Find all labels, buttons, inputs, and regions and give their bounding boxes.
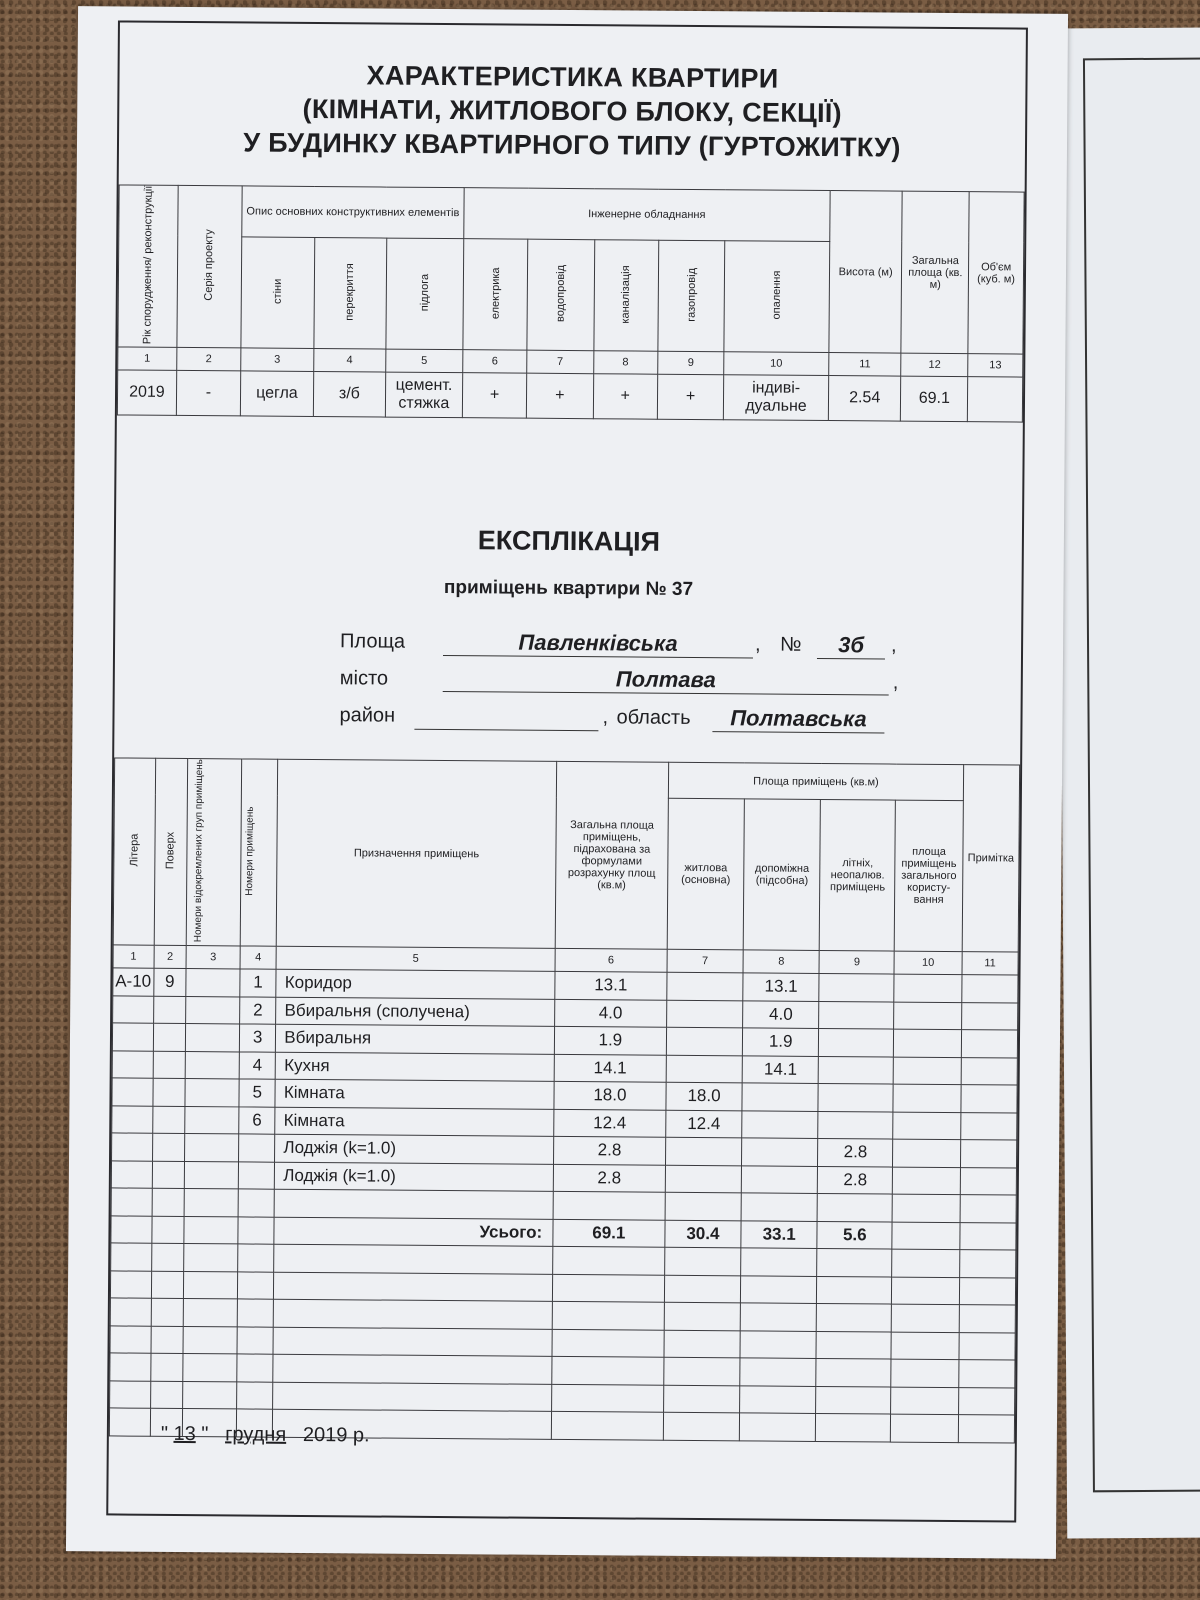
empty-cell (273, 1327, 552, 1357)
empty-cell (960, 1250, 1016, 1278)
cell-summer (818, 1111, 893, 1139)
col-electric-header: електрика (463, 239, 528, 351)
cell-note (961, 1030, 1017, 1058)
empty-cell (740, 1275, 817, 1303)
empty-cell (664, 1385, 740, 1413)
col-number: 6 (463, 350, 528, 374)
cell-common (894, 974, 962, 1002)
cell-aux: 14.1 (742, 1055, 819, 1083)
col-number: 1 (113, 945, 154, 968)
col-letter-header: Літера (113, 758, 155, 945)
cell-total: 2.8 (553, 1136, 665, 1164)
cell-floor (152, 1161, 185, 1189)
cell-total (553, 1191, 665, 1219)
col-year-header: Рік спорудження/ реконструкції (118, 185, 178, 348)
empty-cell (184, 1216, 238, 1244)
col-number: 13 (968, 354, 1023, 377)
cell-summer: 2.8 (818, 1166, 893, 1194)
col-number: 7 (667, 949, 743, 973)
empty-cell (959, 1305, 1015, 1333)
cell-note (961, 1085, 1017, 1113)
empty-cell (552, 1329, 664, 1357)
empty-cell (110, 1271, 151, 1299)
cell-group (185, 1079, 239, 1107)
col-number: 12 (901, 354, 968, 378)
cell-common (893, 1084, 961, 1112)
cell-floor: 9 (153, 968, 186, 996)
empty-cell (151, 1216, 184, 1244)
height-value: 2.54 (828, 376, 901, 422)
cell-num: 6 (239, 1107, 276, 1135)
col-number: 8 (743, 950, 820, 974)
title-line-2: (КІМНАТИ, ЖИТЛОВОГО БЛОКУ, СЕКЦІЇ) (302, 93, 843, 129)
heating-value: індиві- дуальне (724, 375, 829, 421)
comma: , (892, 671, 899, 694)
col-number: 4 (240, 946, 277, 969)
cell-letter: А-10 (113, 968, 154, 996)
empty-cell (274, 1299, 553, 1329)
cell-name: Лоджія (k=1.0) (275, 1134, 554, 1164)
empty-cell (891, 1414, 959, 1442)
cell-total: 18.0 (554, 1082, 666, 1110)
cell-note (961, 1112, 1017, 1140)
empty-cell (892, 1277, 960, 1305)
cell-group (185, 1161, 239, 1189)
empty-cell (110, 1298, 151, 1326)
cell-total: 4.0 (554, 999, 666, 1027)
slab-value: з/б (313, 372, 386, 418)
series-value: - (176, 371, 241, 417)
empty-cell (740, 1358, 817, 1386)
col-number: 11 (829, 353, 902, 377)
cell-note (961, 1002, 1017, 1030)
document-title (119, 56, 1026, 165)
empty-cell (958, 1387, 1014, 1415)
region-value: Полтавська (712, 705, 884, 733)
cell-floor (153, 1051, 186, 1079)
empty-cell (151, 1271, 184, 1299)
empty-cell (238, 1217, 275, 1245)
empty-cell (817, 1276, 892, 1304)
empty-cell (816, 1414, 891, 1442)
comma: , (890, 634, 897, 657)
empty-cell (816, 1331, 891, 1359)
empty-cell (892, 1249, 960, 1277)
cell-letter (112, 1078, 153, 1106)
cell-aux (741, 1193, 818, 1221)
total-label: Усього: (274, 1217, 553, 1247)
cell-name: Вбиральня (276, 1024, 555, 1054)
cell-common (892, 1194, 960, 1222)
cell-name: Кухня (276, 1052, 555, 1082)
electric-value: + (462, 373, 527, 419)
cell-living (666, 1027, 742, 1055)
district-blank-line (414, 729, 598, 731)
date-year: 2019 р. (302, 1423, 370, 1447)
cell-letter (112, 1023, 153, 1051)
col-volume-header: Об'єм (куб. м) (968, 192, 1024, 355)
empty-cell (183, 1381, 237, 1409)
empty-cell (958, 1415, 1014, 1443)
cell-num: 1 (240, 969, 277, 997)
cell-name: Кімната (275, 1107, 554, 1137)
empty-cell (237, 1299, 274, 1327)
cell-summer: 2.8 (818, 1139, 893, 1167)
cell-common (893, 1139, 961, 1167)
engineering-header: Інженерне обладнання (464, 188, 830, 242)
adjacent-page-frame (1083, 57, 1200, 1492)
col-group-header: Номери відокремлених груп приміщень (186, 759, 241, 947)
area-value: 69.1 (901, 377, 968, 423)
cell-name: Коридор (276, 969, 555, 999)
col-series-header: Серія проекту (177, 185, 243, 348)
empty-cell (740, 1330, 817, 1358)
date-day: 13 (173, 1422, 196, 1446)
cell-aux: 1.9 (742, 1028, 819, 1056)
col-sewer-header: каналізація (593, 240, 658, 352)
empty-cell (891, 1304, 959, 1332)
col-slab-header: перекриття (314, 237, 387, 349)
empty-cell (110, 1353, 151, 1381)
empty-cell (184, 1244, 238, 1272)
cell-aux (741, 1165, 818, 1193)
cell-total: 12.4 (553, 1109, 665, 1137)
room-rows (109, 968, 1018, 1446)
cell-name: Кімната (275, 1079, 554, 1109)
cell-total: 2.8 (553, 1164, 665, 1192)
empty-cell (740, 1303, 817, 1331)
volume-value (968, 377, 1023, 422)
cell-summer (818, 1084, 893, 1112)
empty-cell (959, 1332, 1015, 1360)
cell-num (238, 1162, 275, 1190)
cell-summer (819, 1056, 894, 1084)
col-number: 5 (276, 946, 555, 971)
year-value: 2019 (117, 370, 176, 415)
document-date (161, 1423, 370, 1448)
total-living: 30.4 (665, 1220, 741, 1248)
cell-note (961, 1057, 1017, 1085)
col-floor-header: Поверх (154, 758, 188, 945)
empty-cell (109, 1408, 150, 1436)
cell-num: 4 (239, 1052, 276, 1080)
sewer-value: + (593, 374, 658, 420)
col-number: 10 (724, 352, 829, 376)
comma: , (602, 706, 609, 729)
empty-cell (664, 1275, 740, 1303)
empty-cell (111, 1216, 152, 1244)
cell-num: 2 (240, 997, 277, 1025)
empty-cell (891, 1332, 959, 1360)
cell-aux (742, 1083, 819, 1111)
cell-summer (819, 1001, 894, 1029)
col-heating-header: опалення (724, 241, 830, 353)
number-value: 3б (817, 632, 885, 660)
date-month: грудня (225, 1423, 287, 1446)
empty-cell (960, 1222, 1016, 1250)
cell-aux: 4.0 (743, 1000, 820, 1028)
empty-cell (111, 1243, 152, 1271)
cell-group (186, 969, 240, 997)
cell-floor (152, 1188, 185, 1216)
empty-cell (150, 1353, 183, 1381)
col-walls-header: стіни (241, 237, 314, 349)
region-label: область (616, 706, 691, 729)
cell-name (274, 1189, 553, 1219)
total-aux: 33.1 (741, 1220, 818, 1248)
area-group-header: Площа приміщень (кв.м) (668, 762, 963, 801)
cell-group (185, 1106, 239, 1134)
cell-common (894, 1002, 962, 1030)
cell-letter (112, 1051, 153, 1079)
cell-letter (113, 996, 154, 1024)
empty-cell (552, 1246, 664, 1274)
empty-cell (151, 1298, 184, 1326)
document-page (66, 6, 1068, 1559)
total-area: 69.1 (553, 1219, 665, 1247)
empty-cell (817, 1249, 892, 1277)
document-frame (106, 20, 1028, 1522)
explication-title: ЕКСПЛІКАЦІЯ (477, 525, 661, 557)
structural-header: Опис основних конструктивних елементів (242, 186, 464, 239)
cell-letter (112, 1133, 153, 1161)
col-number: 11 (962, 952, 1018, 975)
cell-common (893, 1112, 961, 1140)
cell-num (238, 1189, 275, 1217)
empty-cell (892, 1222, 960, 1250)
date-quote-close: " (201, 1423, 209, 1446)
empty-cell (151, 1326, 184, 1354)
cell-living (666, 1055, 742, 1083)
empty-cell (183, 1354, 237, 1382)
cell-num (238, 1134, 275, 1162)
empty-cell (741, 1248, 818, 1276)
floor-value: цемент. стяжка (385, 373, 462, 419)
empty-cell (663, 1412, 739, 1440)
col-area-header: Загальна площа (кв. м) (901, 191, 969, 354)
empty-cell (273, 1382, 552, 1412)
empty-cell (816, 1359, 891, 1387)
col-number: 9 (819, 951, 894, 975)
cell-common (893, 1167, 961, 1195)
cell-living: 18.0 (666, 1082, 742, 1110)
characteristics-table (117, 184, 1025, 423)
cell-living (667, 972, 743, 1000)
cell-letter (111, 1188, 152, 1216)
cell-floor (152, 1106, 185, 1134)
col-number: 1 (118, 347, 177, 370)
walls-value: цегла (240, 371, 313, 417)
col-number: 5 (386, 350, 463, 374)
cell-summer (819, 974, 894, 1002)
rooms-table (109, 757, 1020, 1446)
empty-cell (274, 1272, 553, 1302)
empty-cell (184, 1271, 238, 1299)
empty-cell (273, 1354, 552, 1384)
col-number: 4 (313, 349, 385, 373)
title-line-3: У БУДИНКУ КВАРТИРНОГО ТИПУ (ГУРТОЖИТКУ) (243, 127, 901, 163)
characteristics-value-row (117, 370, 1022, 422)
cell-num: 3 (239, 1024, 276, 1052)
col-number: 3 (241, 348, 314, 372)
empty-cell (816, 1386, 891, 1414)
number-label: № (780, 633, 802, 656)
cell-living (667, 1000, 743, 1028)
cell-total: 14.1 (554, 1054, 666, 1082)
cell-group (185, 1134, 239, 1162)
square-value: Павленківська (443, 629, 753, 658)
district-label: район (339, 704, 396, 727)
col-notes-header: Примітка (962, 765, 1020, 953)
water-value: + (527, 374, 594, 420)
empty-cell (959, 1277, 1015, 1305)
empty-cell (817, 1304, 892, 1332)
adjacent-page (1057, 27, 1200, 1538)
cell-common (894, 1029, 962, 1057)
col-water-header: водопровід (527, 239, 594, 351)
empty-cell (183, 1299, 237, 1327)
col-number: 6 (555, 949, 667, 973)
cell-common (893, 1057, 961, 1085)
empty-cell (664, 1302, 740, 1330)
cell-group (184, 1189, 238, 1217)
cell-aux (742, 1110, 819, 1138)
empty-cell (237, 1272, 274, 1300)
col-total-header: Загальна площа приміщень, підрахована за формулами розрахунку площ (кв.м) (555, 761, 669, 949)
gas-value: + (657, 375, 724, 421)
cell-living: 12.4 (666, 1110, 742, 1138)
empty-cell (665, 1247, 741, 1275)
empty-cell (274, 1244, 553, 1274)
col-purpose-header: Призначення приміщень (277, 759, 557, 948)
empty-cell (110, 1381, 151, 1409)
cell-total: 1.9 (554, 1027, 666, 1055)
cell-note (960, 1195, 1016, 1223)
title-line-1: ХАРАКТЕРИСТИКА КВАРТИРИ (366, 60, 779, 94)
cell-aux (741, 1138, 818, 1166)
col-number: 3 (186, 946, 240, 969)
total-summer: 5.6 (817, 1221, 892, 1249)
col-roomnum-header: Номери приміщень (240, 759, 278, 946)
empty-cell (150, 1381, 183, 1409)
empty-cell (739, 1413, 816, 1441)
cell-summer (818, 1194, 893, 1222)
col-gas-header: газопровід (658, 240, 725, 352)
cell-aux: 13.1 (743, 973, 820, 1001)
cell-note (960, 1167, 1016, 1195)
cell-floor (153, 1078, 186, 1106)
cell-group (185, 1051, 239, 1079)
cell-name: Лоджія (k=1.0) (275, 1162, 554, 1192)
cell-living (665, 1192, 741, 1220)
square-label: Площа (340, 630, 406, 653)
empty-cell (664, 1330, 740, 1358)
col-floor-header: підлога (386, 238, 464, 350)
col-summer-header: літніх, неопалюв. приміщень (820, 800, 896, 951)
cell-total: 13.1 (555, 972, 667, 1000)
cell-living (665, 1137, 741, 1165)
empty-cell (551, 1411, 663, 1439)
city-label: місто (339, 667, 389, 690)
empty-cell (237, 1382, 274, 1410)
col-number: 10 (894, 951, 962, 975)
empty-cell (664, 1357, 740, 1385)
cell-group (186, 1024, 240, 1052)
col-number: 2 (176, 348, 241, 372)
empty-cell (237, 1327, 274, 1355)
col-aux-header: допоміжна (підсобна) (743, 799, 821, 950)
cell-summer (819, 1029, 894, 1057)
city-value: Полтава (443, 665, 889, 696)
col-number: 7 (527, 351, 594, 375)
empty-cell (237, 1354, 274, 1382)
cell-num: 5 (239, 1079, 276, 1107)
explication-subtitle: приміщень квартири № 37 (443, 577, 694, 600)
col-number: 9 (658, 352, 725, 376)
cell-floor (153, 996, 186, 1024)
cell-group (186, 996, 240, 1024)
empty-cell (151, 1243, 184, 1271)
empty-cell (552, 1356, 664, 1384)
col-number: 8 (593, 351, 658, 375)
empty-cell (552, 1301, 664, 1329)
cell-letter (112, 1106, 153, 1134)
col-living-header: житлова (основна) (667, 799, 744, 950)
col-common-header: площа приміщень загального користу- вання (894, 800, 963, 951)
col-height-header: Висота (м) (829, 191, 903, 354)
date-quote-open: " (160, 1422, 169, 1445)
cell-name: Вбиральня (сполучена) (276, 997, 555, 1027)
empty-cell (110, 1326, 151, 1354)
cell-living (665, 1165, 741, 1193)
empty-cell (552, 1274, 664, 1302)
comma: , (755, 633, 761, 656)
cell-letter (111, 1161, 152, 1189)
cell-floor (152, 1133, 185, 1161)
empty-cell (959, 1360, 1015, 1388)
empty-cell (891, 1359, 959, 1387)
empty-cell (740, 1385, 817, 1413)
cell-floor (153, 1023, 186, 1051)
empty-cell (183, 1326, 237, 1354)
cell-note (960, 1140, 1016, 1168)
empty-cell (551, 1384, 663, 1412)
empty-cell (238, 1244, 275, 1272)
empty-cell (891, 1387, 959, 1415)
cell-note (962, 975, 1018, 1003)
col-number: 2 (154, 945, 187, 968)
